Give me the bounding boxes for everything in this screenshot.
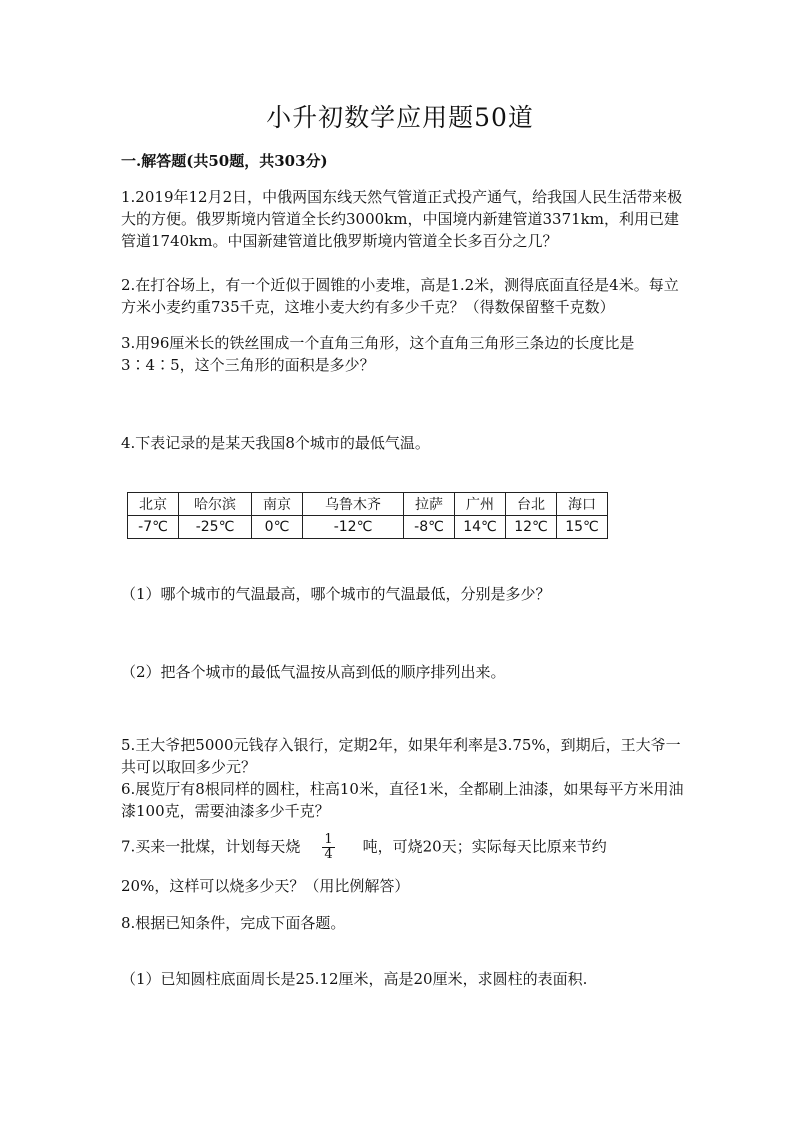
table-cell-city: 台北	[506, 493, 557, 516]
question-7-line-2: 20%，这样可以烧多少天？（用比例解答）	[121, 877, 410, 895]
fraction-denominator: 4	[324, 847, 333, 862]
temperature-table	[127, 492, 608, 539]
table-row-temps	[128, 516, 608, 539]
question-6: 6.展览厅有8根同样的圆柱，柱高10米，直径1米，全都刷上油漆，如果每平方米用油漆100克，需要油漆多少千克？	[121, 780, 684, 820]
question-4-part-1: （1）哪个城市的气温最高，哪个城市的气温最低，分别是多少？	[121, 585, 551, 603]
table-cell-city: 南京	[252, 493, 303, 516]
table-row-cities	[128, 493, 608, 516]
section-heading: 一.解答题(共50题，共303分)	[121, 152, 328, 170]
fraction	[322, 833, 334, 862]
question-2: 2.在打谷场上，有一个近似于圆锥的小麦堆，高是1.2米，测得底面直径是4米。每立方米小麦约重735千克，这堆小麦大约有多少千克？（得数保留整千克数）	[121, 276, 679, 316]
question-1: 1.2019年12月2日，中俄两国东线天然气管道正式投产通气，给我国人民生活带来极大的方便。俄罗斯境内管道全长约3000km，中国境内新建管道3371km，利用已建管道1740km。中国新建管道比俄罗斯境内管道全长多百分之几？	[121, 188, 683, 250]
question-7-text-before: 7.买来一批煤，计划每天烧	[121, 837, 301, 856]
page-title: 小升初数学应用题50道	[266, 103, 534, 132]
question-4: 4.下表记录的是某天我国8个城市的最低气温。	[121, 434, 430, 452]
question-5: 5.王大爷把5000元钱存入银行，定期2年，如果年利率是3.75%，到期后，王大爷一共可以取回多少元？	[121, 736, 681, 776]
table-cell-city: 海口	[557, 493, 608, 516]
question-7-text-after: 吨，可烧20天；实际每天比原来节约	[362, 837, 607, 856]
table-cell-city: 乌鲁木齐	[303, 493, 404, 516]
question-8-part-1: （1）已知圆柱底面周长是25.12厘米，高是20厘米，求圆柱的表面积.	[121, 970, 588, 988]
question-3: 3.用96厘米长的铁丝围成一个直角三角形，这个直角三角形三条边的长度比是3∶4∶5，这个三角形的面积是多少？	[121, 334, 635, 374]
table-cell-city: 哈尔滨	[179, 493, 252, 516]
table-cell-temp: 12℃	[506, 516, 557, 539]
question-4-part-2: （2）把各个城市的最低气温按从高到低的顺序排列出来。	[121, 663, 506, 681]
table-cell-city: 广州	[455, 493, 506, 516]
table-cell-temp: 0℃	[252, 516, 303, 539]
question-7	[121, 833, 687, 862]
question-8: 8.根据已知条件，完成下面各题。	[121, 914, 346, 932]
table-cell-temp: -25℃	[179, 516, 252, 539]
fraction-numerator: 1	[324, 832, 333, 847]
table-cell-temp: 15℃	[557, 516, 608, 539]
table-cell-temp: 14℃	[455, 516, 506, 539]
table-cell-temp: -7℃	[128, 516, 179, 539]
table-cell-temp: -8℃	[404, 516, 455, 539]
table-cell-city: 北京	[128, 493, 179, 516]
table-cell-city: 拉萨	[404, 493, 455, 516]
table-cell-temp: -12℃	[303, 516, 404, 539]
